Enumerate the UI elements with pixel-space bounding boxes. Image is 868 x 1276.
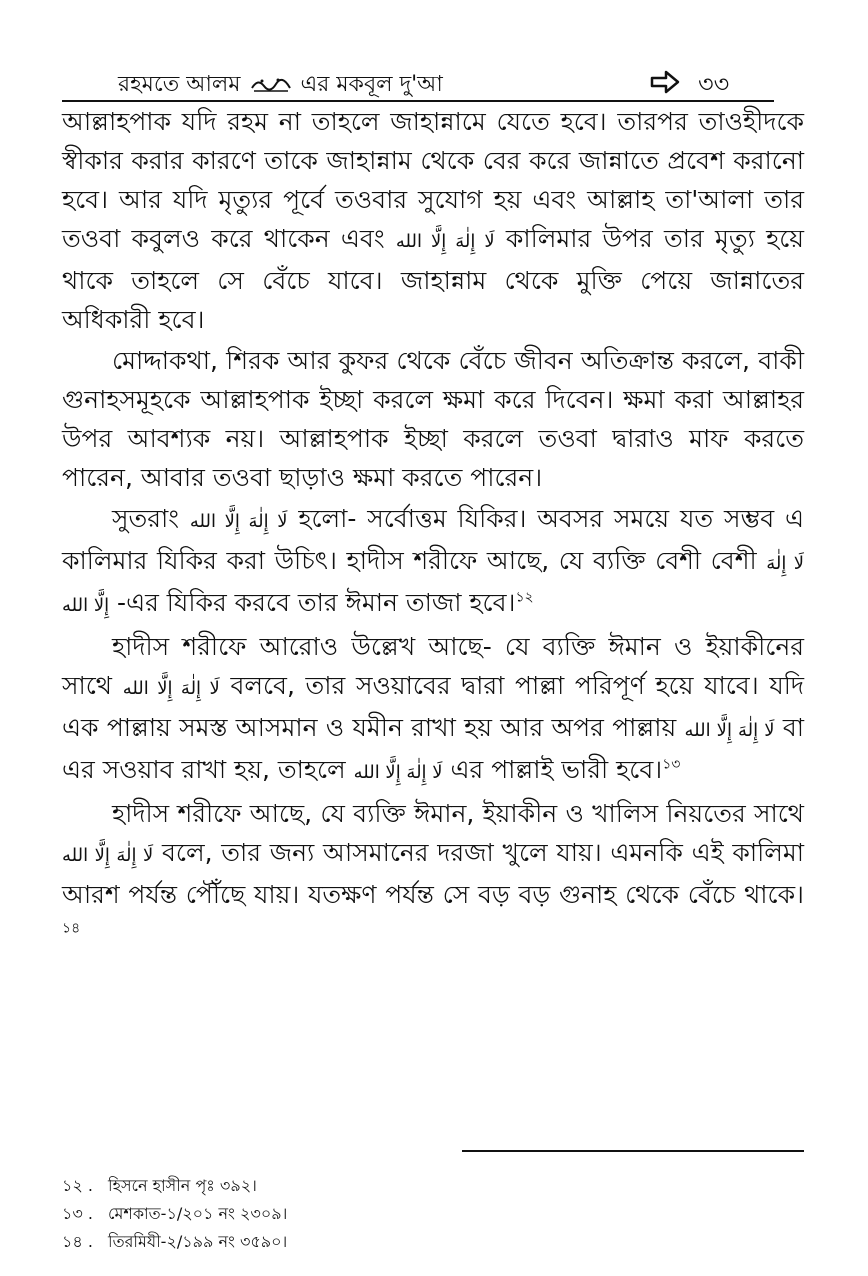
running-title-start: রহমতে আলম: [118, 72, 241, 97]
kalima-arabic: لَا إِلٰهَ إِلَّا الله: [62, 553, 804, 616]
footnote-number: ১২ .: [62, 1176, 93, 1195]
p3-start-text: সুতরাং: [112, 504, 180, 533]
p4-mid2-text: বা এর সওয়াব রাখা হয়, তাহলে: [62, 713, 804, 784]
footnote-text: তিরমিযী-২/১৯৯ নং ৩৫৯০।: [108, 1232, 288, 1251]
page-body: [62, 102, 804, 953]
paragraph-4: [62, 627, 804, 792]
kalima-arabic: لَا إِلٰهَ إِلَّا الله: [122, 678, 220, 699]
page-number: ৩৩: [698, 70, 730, 98]
p1-text: আল্লাহপাক যদি রহম না তাহলে জাহান্নামে যেতে হবে। তারপর তাওহীদকে স্বীকার করার কারণে তাকে জাহান্নাম থেকে বের করে জান্নাতে প্রবেশ করানো হবে। আর যদি মৃত্যুর পূর্বে তওবার সুযোগ হয় এবং আল্লাহ তা'আলা তার তওবা কবুলও করে থাকেন এবং: [62, 107, 804, 253]
footnote-number: ১৩ .: [62, 1204, 93, 1223]
footnotes: [62, 1172, 804, 1256]
p1-end-text: কালিমার উপর তার মৃত্যু হয়ে থাকে তাহলে সে বেঁচে যাবে। জাহান্নাম থেকে মুক্তি পেয়ে জান্নাতের অধিকারী হবে।: [62, 224, 805, 334]
p4-mid-text: বলবে, তার সওয়াবের দ্বারা পাল্লা পরিপূর্ণ হয়ে যাবে। যদি এক পাল্লায় সমস্ত আসমান ও যমীন রাখা হয় আর অপর পাল্লায়: [62, 671, 805, 742]
paragraph-1: [62, 102, 804, 339]
footnote-item: [62, 1172, 804, 1200]
running-title: [118, 72, 443, 98]
kalima-arabic: لَا إِلٰهَ إِلَّا الله: [189, 511, 288, 532]
footnote-text: হিসনে হাসীন পৃঃ ৩৯২।: [108, 1176, 257, 1195]
salawat-seal-icon: [250, 76, 292, 94]
paragraph-3: [62, 499, 804, 625]
p3-mid-text: হলো- সর্বোত্তম যিকির। অবসর সময়ে যত সম্ভব এ কালিমার যিকির করা উচিৎ। হাদীস শরীফে আছে, যে ব্যক্তি বেশী বেশী: [62, 504, 804, 575]
paragraph-5: [62, 794, 804, 953]
footnote-item: [62, 1228, 804, 1256]
footnote-item: [62, 1200, 804, 1228]
running-title-end: এর মকবূল দু'আ: [300, 72, 443, 97]
paragraph-2: [62, 341, 804, 497]
footnote-ref-13: ১৩: [662, 756, 681, 773]
kalima-arabic: لَا إِلٰهَ إِلَّا الله: [353, 762, 443, 783]
kalima-arabic: لَا إِلٰهَ إِلَّا الله: [684, 720, 775, 741]
right-arrow-icon: [650, 70, 680, 94]
p4-start-text: হাদীস শরীফে আরোও উল্লেখ আছে- যে ব্যক্তি ঈমান ও ইয়াকীনের সাথে: [62, 632, 804, 700]
p3-end-text: -এর যিকির করবে তার ঈমান তাজা হবে।: [117, 588, 516, 617]
page-header: [62, 62, 774, 102]
footnote-number: ১৪ .: [62, 1232, 93, 1251]
p5-end-text: বলে, তার জন্য আসমানের দরজা খুলে যায়। এমনকি এই কালিমা আরশ পর্যন্ত পৌঁছে যায়। যতক্ষণ পর্যন্ত সে বড় বড় গুনাহ থেকে বেঁচে থাকে।: [62, 838, 804, 909]
p5-start-text: হাদীস শরীফে আছে, যে ব্যক্তি ঈমান, ইয়াকীন ও খালিস নিয়তের সাথে: [112, 799, 804, 828]
p2-text: মোদ্দাকথা, শিরক আর কুফর থেকে বেঁচে জীবন অতিক্রান্ত করলে, বাকী গুনাহসমূহকে আল্লাহপাক ইচ্ছা করলে ক্ষমা করে দিবেন। ক্ষমা করা আল্লাহর উপর আবশ্যক নয়। আল্লাহপাক ইচ্ছা করলে তওবা দ্বারাও মাফ করতে পারেন, আবার তওবা ছাড়াও ক্ষমা করতে পারেন।: [62, 346, 804, 492]
footnote-text: মেশকাত-১/২০১ নং ২৩০৯।: [108, 1204, 288, 1223]
footnote-ref-12: ১২: [515, 589, 534, 606]
kalima-arabic: لَا إِلٰهَ إِلَّا الله: [62, 845, 154, 866]
footnote-ref-14: ১৪: [62, 920, 81, 937]
p4-end-text: এর পাল্লাই ভারী হবে।: [450, 755, 663, 784]
footnote-divider: [462, 1150, 804, 1152]
kalima-arabic: لَا إِلٰهَ إِلَّا الله: [395, 231, 495, 252]
